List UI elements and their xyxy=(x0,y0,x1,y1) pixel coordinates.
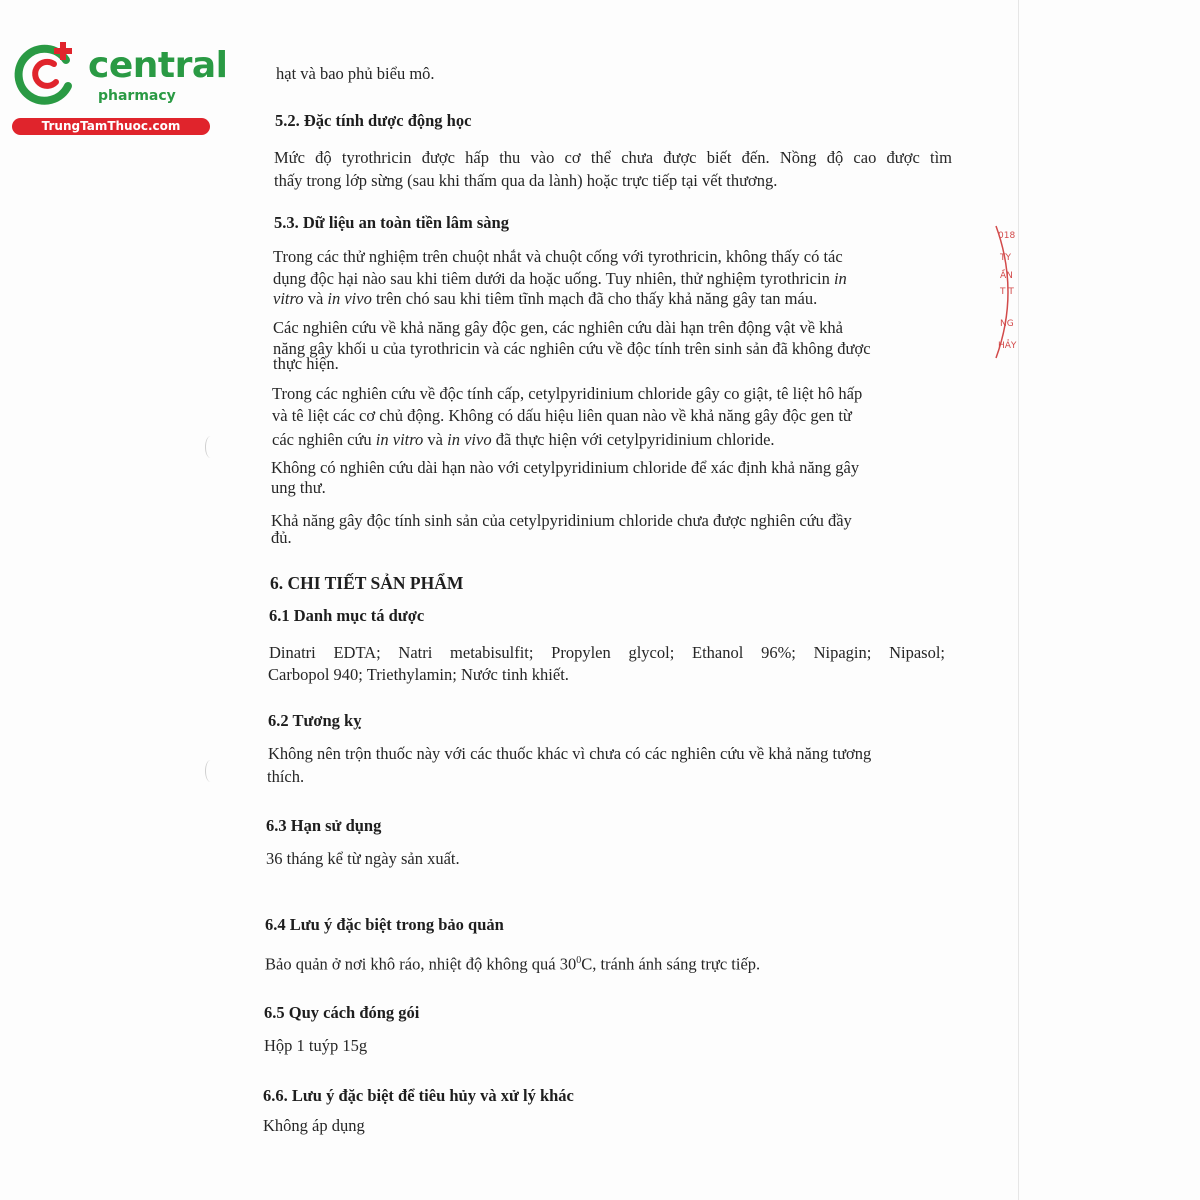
paragraph-line xyxy=(272,430,775,450)
page-edge-divider xyxy=(1018,0,1019,1200)
text-run: và xyxy=(427,430,443,449)
stamp-text: NG xyxy=(1000,319,1014,329)
paragraph-line: Các nghiên cứu về khả năng gây độc gen, các nghiên cứu dài hạn trên động vật về khả xyxy=(273,318,843,337)
section-heading-5-2: 5.2. Đặc tính dược động học xyxy=(275,111,472,130)
paragraph-line: Không áp dụng xyxy=(263,1116,365,1135)
paragraph-line: 36 tháng kể từ ngày sản xuất. xyxy=(266,849,460,868)
paragraph-line: năng gây khối u của tyrothricin và các nghiên cứu về độc tính trên sinh sản đã không được xyxy=(273,339,871,358)
paragraph-line: Mức độ tyrothricin được hấp thu vào cơ thể chưa được biết đến. Nồng độ cao được tìm xyxy=(274,148,952,167)
section-heading-6-5: 6.5 Quy cách đóng gói xyxy=(264,1003,420,1022)
punch-hole-mark xyxy=(205,760,216,782)
paragraph-line: thích. xyxy=(267,767,305,786)
italic-text: in vivo xyxy=(447,430,492,449)
italic-text: vitro xyxy=(273,289,304,308)
pharmacy-cross-logo-icon xyxy=(10,38,82,110)
paragraph-line: Không nên trộn thuốc này với các thuốc khác vì chưa có các nghiên cứu về khả năng tương xyxy=(268,744,872,763)
paragraph-line: Carbopol 940; Triethylamin; Nước tinh khiết. xyxy=(268,665,569,684)
section-heading-6-1: 6.1 Danh mục tá dược xyxy=(269,606,425,625)
red-stamp-fragment xyxy=(992,222,1022,362)
paragraph-line: Trong các nghiên cứu về độc tính cấp, cetylpyridinium chloride gây co giật, tê liệt hô hấp xyxy=(272,384,863,403)
text-run: trên chó sau khi tiêm tĩnh mạch đã cho thấy khả năng gây tan máu. xyxy=(375,289,818,308)
paragraph-line xyxy=(273,289,817,309)
text-run: các nghiên cứu xyxy=(272,430,372,449)
text-run: dụng độc hại nào sau khi tiêm dưới da hoặc uống. Tuy nhiên, thử nghiệm tyrothricin xyxy=(273,269,830,288)
section-heading-6-3: 6.3 Hạn sử dụng xyxy=(266,816,382,835)
stamp-text: ẦN xyxy=(1000,271,1013,281)
punch-hole-mark xyxy=(205,436,216,458)
central-pharmacy-logo[interactable] xyxy=(10,38,228,138)
paragraph-line: thấy trong lớp sừng (sau khi thấm qua da lành) hoặc trực tiếp tại vết thương. xyxy=(274,171,778,190)
paragraph-line: Trong các thử nghiệm trên chuột nhắt và chuột cống với tyrothricin, không thấy có tác xyxy=(273,247,843,266)
stamp-text: 018 xyxy=(998,231,1016,241)
stamp-text: T T xyxy=(1000,287,1014,297)
paragraph-line: ung thư. xyxy=(271,478,326,497)
paragraph-line: Hộp 1 tuýp 15g xyxy=(264,1036,368,1055)
section-heading-6-4: 6.4 Lưu ý đặc biệt trong bảo quản xyxy=(265,915,504,934)
superscript: 0 xyxy=(576,955,582,966)
paragraph-line xyxy=(273,269,847,289)
paragraph-line: Khả năng gây độc tính sinh sản của cetylpyridinium chloride chưa được nghiên cứu đầy xyxy=(271,511,852,530)
brand-website-badge[interactable]: TrungTamThuoc.com xyxy=(12,118,210,135)
section-heading-6: 6. CHI TIẾT SẢN PHẨM xyxy=(270,573,464,593)
text-run: đã thực hiện với cetylpyridinium chloride. xyxy=(495,430,775,449)
section-heading-5-3: 5.3. Dữ liệu an toàn tiền lâm sàng xyxy=(274,213,509,232)
paragraph-line: Dinatri EDTA; Natri metabisulfit; Propylen glycol; Ethanol 96%; Nipagin; Nipasol; xyxy=(269,643,945,662)
text-run: Bảo quản ở nơi khô ráo, nhiệt độ không quá 30 xyxy=(265,954,577,974)
italic-text: in xyxy=(833,269,847,288)
brand-name: central xyxy=(88,45,228,86)
paragraph-line xyxy=(265,951,760,975)
paragraph-line: thực hiện. xyxy=(273,354,339,373)
section-heading-6-2: 6.2 Tương kỵ xyxy=(268,711,362,730)
paragraph-line: hạt và bao phủ biểu mô. xyxy=(276,64,435,83)
brand-subtitle: pharmacy xyxy=(98,88,176,104)
italic-text: in vitro xyxy=(375,430,424,449)
text-run: C, tránh ánh sáng trực tiếp. xyxy=(581,954,761,974)
stamp-text: TY xyxy=(1000,253,1011,263)
paragraph-line: Không có nghiên cứu dài hạn nào với cetylpyridinium chloride để xác định khả năng gây xyxy=(271,458,860,477)
section-heading-6-6: 6.6. Lưu ý đặc biệt để tiêu hủy và xử lý khác xyxy=(263,1086,574,1105)
italic-text: in vivo xyxy=(327,289,372,308)
text-run: và xyxy=(307,289,324,308)
stamp-text: HẢY xyxy=(998,341,1017,351)
paragraph-line: và tê liệt các cơ chủ động. Không có dấu hiệu liên quan nào về khả năng gây độc gen từ xyxy=(272,406,852,425)
paragraph-line: đủ. xyxy=(271,528,292,547)
